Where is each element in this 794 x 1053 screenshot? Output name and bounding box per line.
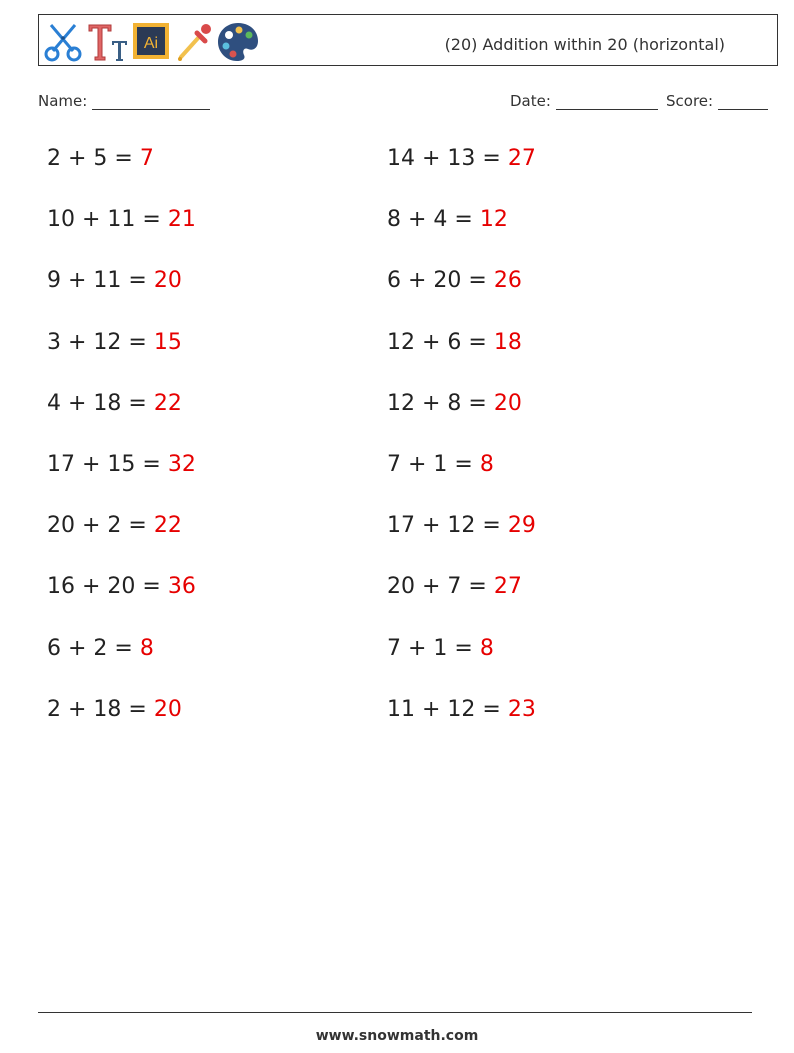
problem-question: 6 + 20 = — [387, 268, 494, 293]
problem-right-9 — [387, 636, 494, 661]
score-blank[interactable] — [718, 93, 768, 110]
problem-question: 11 + 12 = — [387, 697, 508, 722]
problem-right-6 — [387, 452, 494, 477]
toolbar-icons — [43, 19, 261, 63]
problem-left-6 — [47, 452, 196, 477]
footer-site: www.snowmath.com — [315, 1028, 479, 1044]
problem-answer: 22 — [153, 391, 182, 416]
eyedropper-icon[interactable] — [173, 19, 213, 63]
problem-question: 9 + 11 = — [47, 268, 154, 293]
problem-answer: 18 — [493, 330, 522, 355]
name-label: Name: — [38, 92, 88, 110]
problem-question: 20 + 2 = — [47, 513, 154, 538]
problem-question: 20 + 7 = — [387, 574, 494, 599]
problem-question: 8 + 4 = — [387, 207, 480, 232]
problem-question: 4 + 18 = — [47, 391, 154, 416]
problem-right-1 — [387, 146, 536, 171]
problem-left-9 — [47, 636, 154, 661]
problem-question: 10 + 11 = — [47, 207, 168, 232]
problem-answer: 36 — [167, 574, 196, 599]
problem-question: 12 + 8 = — [387, 391, 494, 416]
problem-left-8 — [47, 574, 196, 599]
problem-question: 2 + 18 = — [47, 697, 154, 722]
date-field — [510, 92, 658, 110]
problem-answer: 22 — [153, 513, 182, 538]
palette-icon[interactable] — [215, 19, 261, 63]
problem-right-10 — [387, 697, 536, 722]
problem-answer: 15 — [153, 330, 182, 355]
problem-left-10 — [47, 697, 182, 722]
text-size-icon[interactable] — [85, 19, 129, 63]
svg-text:Ai: Ai — [143, 35, 159, 52]
problem-answer: 20 — [153, 268, 182, 293]
scissors-icon[interactable] — [43, 19, 83, 63]
problem-right-7 — [387, 513, 536, 538]
problem-left-4 — [47, 330, 182, 355]
problem-answer: 20 — [493, 391, 522, 416]
problem-question: 12 + 6 = — [387, 330, 494, 355]
problem-right-4 — [387, 330, 522, 355]
problem-right-2 — [387, 207, 508, 232]
problem-question: 7 + 1 = — [387, 452, 480, 477]
problem-answer: 27 — [507, 146, 536, 171]
problem-answer: 29 — [507, 513, 536, 538]
problem-question: 14 + 13 = — [387, 146, 508, 171]
problem-answer: 7 — [139, 146, 154, 171]
problem-question: 17 + 15 = — [47, 452, 168, 477]
problem-question: 16 + 20 = — [47, 574, 168, 599]
problem-question: 6 + 2 = — [47, 636, 140, 661]
score-field — [666, 92, 768, 110]
worksheet-header — [38, 14, 778, 66]
problem-answer: 26 — [493, 268, 522, 293]
problem-answer: 27 — [493, 574, 522, 599]
worksheet-title: (20) Addition within 20 (horizontal) — [444, 35, 725, 54]
problem-answer: 21 — [167, 207, 196, 232]
date-blank[interactable] — [556, 93, 658, 110]
problem-left-1 — [47, 146, 154, 171]
problem-answer: 8 — [479, 636, 494, 661]
problem-left-2 — [47, 207, 196, 232]
score-label: Score: — [666, 92, 714, 110]
name-blank[interactable] — [92, 93, 210, 110]
problem-left-5 — [47, 391, 182, 416]
problem-answer: 20 — [153, 697, 182, 722]
problem-right-8 — [387, 574, 522, 599]
name-field — [38, 92, 210, 110]
problem-answer: 12 — [479, 207, 508, 232]
problem-left-3 — [47, 268, 182, 293]
problem-question: 2 + 5 = — [47, 146, 140, 171]
problem-question: 3 + 12 = — [47, 330, 154, 355]
problem-question: 7 + 1 = — [387, 636, 480, 661]
problem-right-3 — [387, 268, 522, 293]
problem-left-7 — [47, 513, 182, 538]
footer-divider — [38, 1012, 752, 1013]
problem-answer: 23 — [507, 697, 536, 722]
problem-answer: 8 — [139, 636, 154, 661]
illustrator-icon[interactable] — [131, 19, 171, 63]
problem-question: 17 + 12 = — [387, 513, 508, 538]
problem-right-5 — [387, 391, 522, 416]
problem-answer: 8 — [479, 452, 494, 477]
date-label: Date: — [510, 92, 551, 110]
problem-answer: 32 — [167, 452, 196, 477]
